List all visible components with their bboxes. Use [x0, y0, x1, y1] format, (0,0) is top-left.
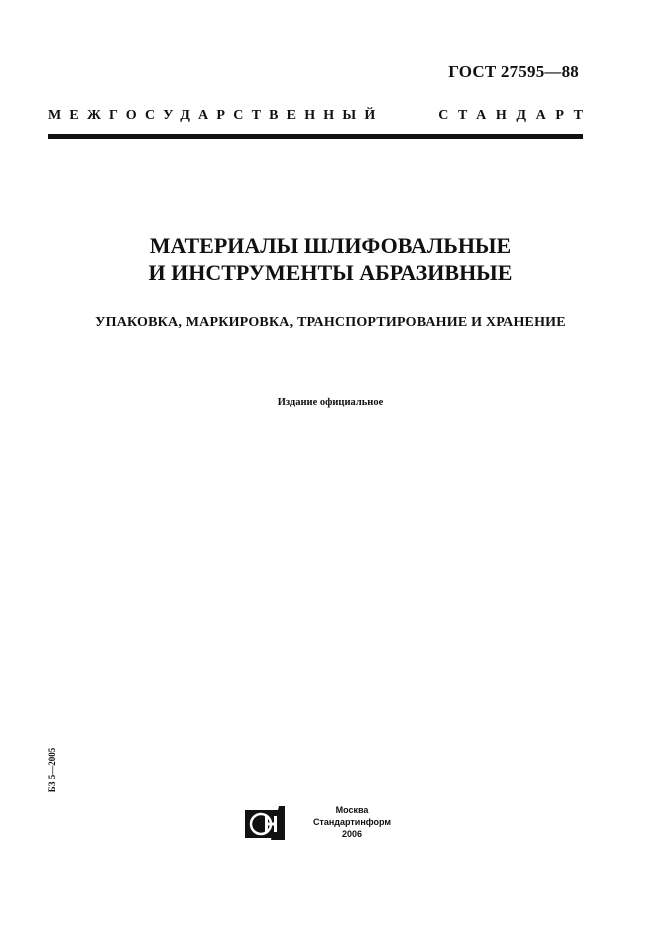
publisher-name: Стандартинформ: [312, 817, 392, 827]
banner-word-interstate: МЕЖГОСУДАРСТВЕННЫЙ: [48, 108, 384, 123]
publisher-year: 2006: [341, 829, 363, 839]
title-line-2: И ИНСТРУМЕНТЫ АБРАЗИВНЫЕ: [148, 260, 513, 285]
document-code: ГОСТ 27595—88: [448, 62, 579, 81]
document-subtitle: УПАКОВКА, МАРКИРОВКА, ТРАНСПОРТИРОВАНИЕ И ХРАНЕНИЕ: [95, 315, 566, 330]
banner-word-standard: СТАНДАРТ: [438, 108, 593, 123]
publisher-city: Москва: [335, 805, 369, 815]
title-line-1: МАТЕРИАЛЫ ШЛИФОВАЛЬНЫЕ: [149, 233, 512, 258]
header-divider: [48, 134, 583, 139]
publisher-imprint: [308, 804, 396, 840]
edition-note: Издание официальное: [277, 397, 384, 408]
standartinform-logo-icon: [245, 806, 285, 840]
document-title: [0, 232, 661, 286]
standard-type-banner: [48, 108, 593, 124]
side-print-code: БЗ 5—2005: [47, 747, 57, 793]
